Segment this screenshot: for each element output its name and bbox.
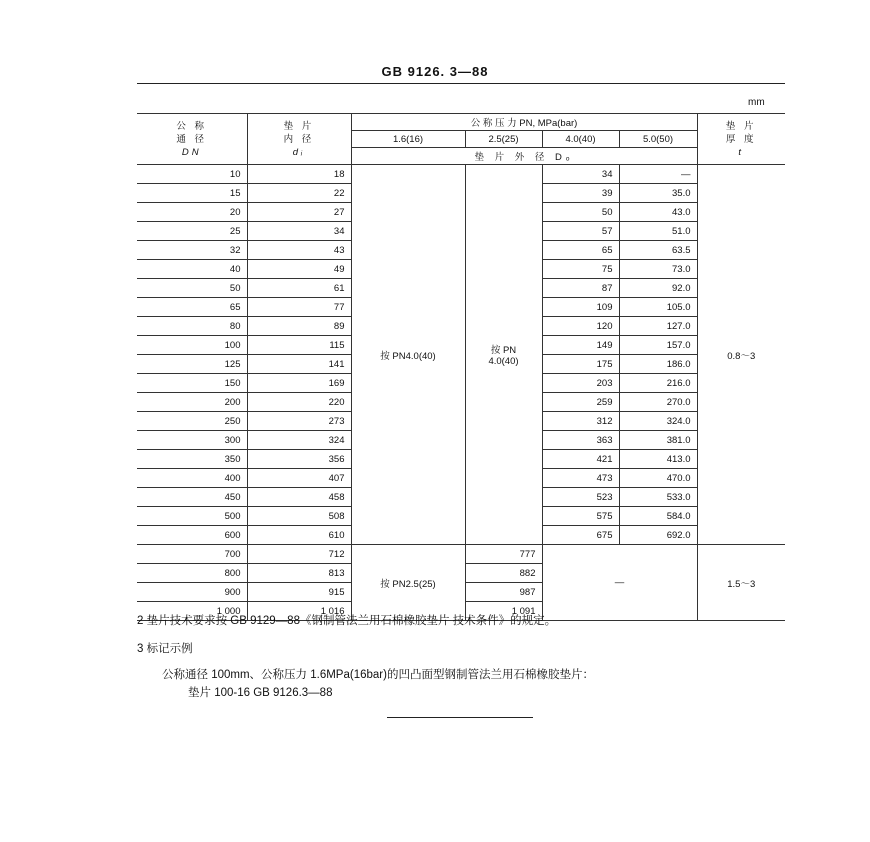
cell-pn50-outer: 63.5: [619, 241, 697, 260]
cell-pn50-outer: 413.0: [619, 450, 697, 469]
cell-dn: 700: [137, 545, 247, 564]
cell-pn40-outer: 39: [542, 184, 619, 203]
header-nominal-diameter: 公 称 通 径 DN: [137, 114, 247, 165]
cell-inner-diameter: 610: [247, 526, 351, 545]
cell-pn25-outer: 1 091: [465, 602, 542, 621]
cell-inner-diameter: 115: [247, 336, 351, 355]
section-3-example: 公称通径 100mm、公称压力 1.6MPa(16bar)的凹凸面型钢制管法兰用石棉橡胶垫片：: [162, 669, 594, 681]
cell-inner-diameter: 18: [247, 165, 351, 184]
cell-pn50-outer: 92.0: [619, 279, 697, 298]
cell-inner-diameter: 141: [247, 355, 351, 374]
section-2-text: 2 垫片技术要求按 GB 9129—88《钢制管法兰用石棉橡胶垫片 技术条件》的规定。: [137, 615, 557, 627]
cell-pn16-merged: 按 PN4.0(40): [351, 165, 465, 545]
cell-pn50-outer: 533.0: [619, 488, 697, 507]
cell-pn40-outer: 149: [542, 336, 619, 355]
cell-pn40-outer: 65: [542, 241, 619, 260]
cell-inner-diameter: 22: [247, 184, 351, 203]
cell-dn: 50: [137, 279, 247, 298]
cell-inner-diameter: 1 016: [247, 602, 351, 621]
cell-inner-diameter: 89: [247, 317, 351, 336]
cell-inner-diameter: 407: [247, 469, 351, 488]
cell-inner-diameter: 43: [247, 241, 351, 260]
cell-inner-diameter: 712: [247, 545, 351, 564]
cell-dn: 400: [137, 469, 247, 488]
section-3-title: 3 标记示例: [137, 643, 193, 655]
cell-inner-diameter: 508: [247, 507, 351, 526]
standard-number-header: GB 9126. 3—88: [381, 64, 489, 79]
cell-dn: 800: [137, 564, 247, 583]
cell-pn40-outer: 87: [542, 279, 619, 298]
cell-pn50-outer: 43.0: [619, 203, 697, 222]
cell-pn40-outer: 675: [542, 526, 619, 545]
cell-pn25-merged: 按 PN 4.0(40): [465, 165, 542, 545]
cell-pn50-outer: 35.0: [619, 184, 697, 203]
table-row: [137, 165, 785, 184]
cell-pn40-outer: 109: [542, 298, 619, 317]
cell-inner-diameter: 49: [247, 260, 351, 279]
cell-inner-diameter: 356: [247, 450, 351, 469]
cell-dn: 40: [137, 260, 247, 279]
end-rule: [387, 717, 533, 718]
cell-pn50-outer: 584.0: [619, 507, 697, 526]
cell-dn: 100: [137, 336, 247, 355]
cell-pn40-outer: 575: [542, 507, 619, 526]
header-nominal-pressure: 公 称 压 力 PN, MPa(bar): [351, 114, 697, 131]
cell-pn40-outer: 312: [542, 412, 619, 431]
cell-inner-diameter: 324: [247, 431, 351, 450]
cell-dn: 300: [137, 431, 247, 450]
cell-pn40-outer: 50: [542, 203, 619, 222]
cell-pn40-outer: 34: [542, 165, 619, 184]
cell-inner-diameter: 77: [247, 298, 351, 317]
cell-pn25-outer: 777: [465, 545, 542, 564]
cell-dn: 10: [137, 165, 247, 184]
cell-dn: 600: [137, 526, 247, 545]
cell-inner-diameter: 169: [247, 374, 351, 393]
cell-pn50-outer: 470.0: [619, 469, 697, 488]
unit-label: mm: [748, 97, 765, 108]
cell-pn50-outer: 381.0: [619, 431, 697, 450]
cell-pn40-outer: 473: [542, 469, 619, 488]
cell-pn50-outer: 157.0: [619, 336, 697, 355]
cell-inner-diameter: 34: [247, 222, 351, 241]
cell-pn50-outer: 105.0: [619, 298, 697, 317]
cell-inner-diameter: 458: [247, 488, 351, 507]
cell-dn: 80: [137, 317, 247, 336]
cell-pn40-outer: 120: [542, 317, 619, 336]
cell-dn: 15: [137, 184, 247, 203]
cell-dn: 150: [137, 374, 247, 393]
cell-dn: 250: [137, 412, 247, 431]
cell-pn50-outer: 324.0: [619, 412, 697, 431]
table-row: [137, 545, 785, 564]
cell-pn40-outer: 203: [542, 374, 619, 393]
cell-pn50-outer: —: [619, 165, 697, 184]
cell-inner-diameter: 220: [247, 393, 351, 412]
header-inner-diameter: 垫 片 内 径 dᵢ: [247, 114, 351, 165]
cell-inner-diameter: 813: [247, 564, 351, 583]
cell-pn40-outer: 523: [542, 488, 619, 507]
cell-pn16-merged-b: 按 PN2.5(25): [351, 545, 465, 621]
cell-pn25-outer: 882: [465, 564, 542, 583]
cell-dn: 500: [137, 507, 247, 526]
cell-pn25-outer: 987: [465, 583, 542, 602]
cell-inner-diameter: 273: [247, 412, 351, 431]
cell-dn: 450: [137, 488, 247, 507]
cell-pn40-outer: 259: [542, 393, 619, 412]
header-pn-5-0: 5.0(50): [619, 131, 697, 148]
header-rule: [137, 83, 785, 84]
cell-pn40-50-merged-b: —: [542, 545, 697, 621]
cell-pn40-outer: 363: [542, 431, 619, 450]
cell-pn50-outer: 51.0: [619, 222, 697, 241]
cell-dn: 32: [137, 241, 247, 260]
cell-inner-diameter: 61: [247, 279, 351, 298]
cell-pn50-outer: 216.0: [619, 374, 697, 393]
cell-pn50-outer: 73.0: [619, 260, 697, 279]
cell-dn: 20: [137, 203, 247, 222]
cell-inner-diameter: 915: [247, 583, 351, 602]
cell-thickness-a: 0.8～3: [697, 165, 785, 545]
cell-dn: 125: [137, 355, 247, 374]
header-pn-2-5: 2.5(25): [465, 131, 542, 148]
header-pn-4-0: 4.0(40): [542, 131, 619, 148]
cell-pn50-outer: 270.0: [619, 393, 697, 412]
cell-dn: 200: [137, 393, 247, 412]
cell-pn50-outer: 127.0: [619, 317, 697, 336]
cell-pn40-outer: 57: [542, 222, 619, 241]
cell-pn50-outer: 186.0: [619, 355, 697, 374]
cell-pn50-outer: 692.0: [619, 526, 697, 545]
gasket-dimension-table: [137, 113, 785, 621]
cell-dn: 1 000: [137, 602, 247, 621]
cell-thickness-b: 1.5～3: [697, 545, 785, 621]
header-outer-diameter: 垫 片 外 径 Dₒ: [351, 148, 697, 165]
cell-pn40-outer: 421: [542, 450, 619, 469]
cell-dn: 350: [137, 450, 247, 469]
header-thickness: 垫 片 厚 度 t: [697, 114, 785, 165]
cell-dn: 25: [137, 222, 247, 241]
section-3-marking: 垫片 100-16 GB 9126.3—88: [188, 687, 333, 699]
cell-inner-diameter: 27: [247, 203, 351, 222]
cell-pn40-outer: 75: [542, 260, 619, 279]
cell-dn: 900: [137, 583, 247, 602]
cell-dn: 65: [137, 298, 247, 317]
header-pn-1-6: 1.6(16): [351, 131, 465, 148]
cell-pn40-outer: 175: [542, 355, 619, 374]
